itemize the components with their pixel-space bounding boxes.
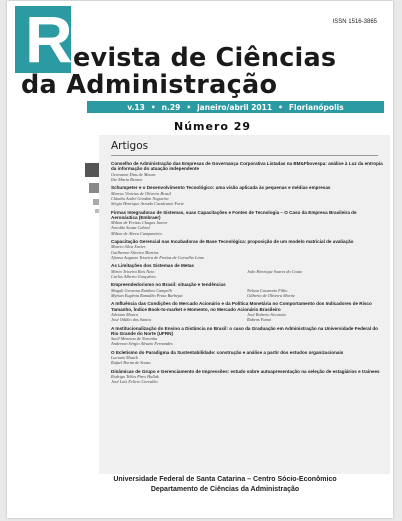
article-title: A Institucionalização do Ensino a Distância no Brasil: o caso da Graduação em Administração na Universidade Federal do Rio Grande do Norte (UFRN) [111,325,378,336]
volume-label: v.13 [127,102,145,112]
bullet-separator: • [278,102,283,112]
bullet-separator: • [150,102,156,112]
footer-department: Departamento de Ciências da Administração [150,486,300,493]
author-name: Rodrigo Telles Pires Hallak [111,374,159,380]
article-title: O Ecletismo do Paradigma da Sustentabilidade: construção e análise a partir dos estudos organizacionais [111,349,344,355]
issue-info-bar [87,101,384,113]
article-authors [111,374,383,384]
footer-university: Universidade Federal de Santa Catarina – Centro Sócio-Econômico [113,476,337,483]
author-name: Guilherme Silveira Martins [111,249,159,255]
article-entry[interactable] [111,326,383,347]
article-title: Schumpeter e o Desenvolvimento Tecnológico: uma visão aplicada às pequenas e médias empresas [111,185,331,191]
author-name: José Odálio dos Santos [111,317,152,322]
article-title: As Limitações dos Sistemas de Metas [111,263,194,269]
author-name: Marcus Vinicius de Oliveira Brasil [111,190,171,196]
article-list [111,161,383,388]
bullet-separator: • [186,102,192,112]
issn-label: ISSN 1516-3865 [332,19,377,25]
author-name: Rubens Famá [247,317,271,322]
decor-square [89,183,99,193]
article-title: Firmas Integradoras de Sistemas, suas Capacitações e Fontes de Tecnologia – O Caso da Empresa Brasileira de Aeronáutica (Embraer) [111,209,357,220]
city-label: Florianópolis [288,102,344,112]
author-name: Magali Geovana Ramlow Campelli [111,287,172,293]
article-authors [111,312,383,322]
article-entry[interactable] [111,369,383,385]
author-name: Carlos Alberto Gonçalves [111,273,156,279]
article-authors [111,172,383,182]
period-label: janeiro/abril 2011 [197,102,273,112]
author-name: Adriano Moura [111,311,138,317]
decorative-squares [59,163,99,213]
article-entry[interactable] [111,185,383,206]
article-entry[interactable] [111,161,383,182]
article-authors [111,244,383,260]
author-name: Anderson Sérgio Alrazio Fernandes [111,341,173,347]
article-authors [111,269,383,279]
article-title: Dinâmicas de Grupo e Gerenciamento de Impressões: estudo sobre autoapresentação na seleção de estagiários e trainees [111,368,380,374]
article-authors [111,191,383,207]
author-name: Sérgio Henrique Arruda Cavalcante Forte [111,201,185,206]
number-label: n.29 [161,102,181,112]
author-name: Milton de Abreu Campanário [111,230,162,236]
author-name [247,274,383,279]
author-name: Cláudia André Gondim Nogueira [111,195,169,201]
section-title: Artigos [111,140,149,152]
author-name: Geovanne Dias de Moura [111,171,156,177]
author-name: Nelson Casarotto Filho [247,287,288,293]
article-entry[interactable] [111,210,383,236]
article-authors [111,220,383,236]
author-name: Luciano Munck [111,355,138,361]
article-authors [111,336,383,346]
article-title: Conselho de Administração das Empresas de Governança Corporativa Listadas na BM&Fbovespa: análise à Luz da entropia da informação do atuação independente [111,161,383,172]
author-name: Mário Teixeira Reis Neto [111,268,155,274]
article-title: A Influência das Condições do Mercado Acionário e da Política Monetária no Comportamento dos Indicadores de Risco Tamanho, Índice Book-to-market e Momento, no Mercado Acionário Brasileiro [111,301,372,312]
articles-box [99,135,390,474]
article-authors [111,288,383,298]
article-entry[interactable] [111,350,383,366]
author-name: Afonso Augusto Teixeira de Freitas de Carvalho Lima [111,254,204,260]
journal-cover [7,1,393,518]
author-name: Gilberto de Oliveira Moritz [247,292,295,298]
author-name: João Henrique Soares do Couto [247,268,303,274]
article-entry[interactable] [111,282,383,298]
article-entry[interactable] [111,263,383,279]
decor-square [85,163,99,177]
article-title: Empreendedorismo no Brasil: situação e tendências [111,282,226,288]
author-name: Arnoldo Souza Cabral [111,225,150,231]
author-name: Milton de Freitas Chagas Junior [111,220,168,226]
author-name: Suell Menetou de Noronha [111,336,158,342]
section-divider [111,155,378,156]
author-name: Marcio Silva Xavier [111,244,146,250]
article-title: Capacitação Gerencial nas Incubadoras de Base Tecnológica: proposição de um modelo matricial de avaliação [111,239,354,244]
author-name: José Luís Felicio Carvalho [111,379,158,385]
journal-title-line1: evista de Ciências [73,43,337,73]
author-name: Myrian Eugênia Ramalho Prata Barbejat [111,292,183,298]
author-name: Ilse Maria Beuren [111,176,143,182]
article-entry[interactable] [111,301,383,322]
journal-title-line2: da Administração [21,70,278,100]
author-name: Rafael Borim de Souza [111,360,151,366]
author-name: José Roberto Securato [247,311,286,317]
issue-number-heading: Número 29 [174,120,252,133]
article-authors [111,355,383,365]
logo-r-letter: R [25,2,73,76]
logo-r-block [15,2,73,76]
article-entry[interactable] [111,239,383,260]
